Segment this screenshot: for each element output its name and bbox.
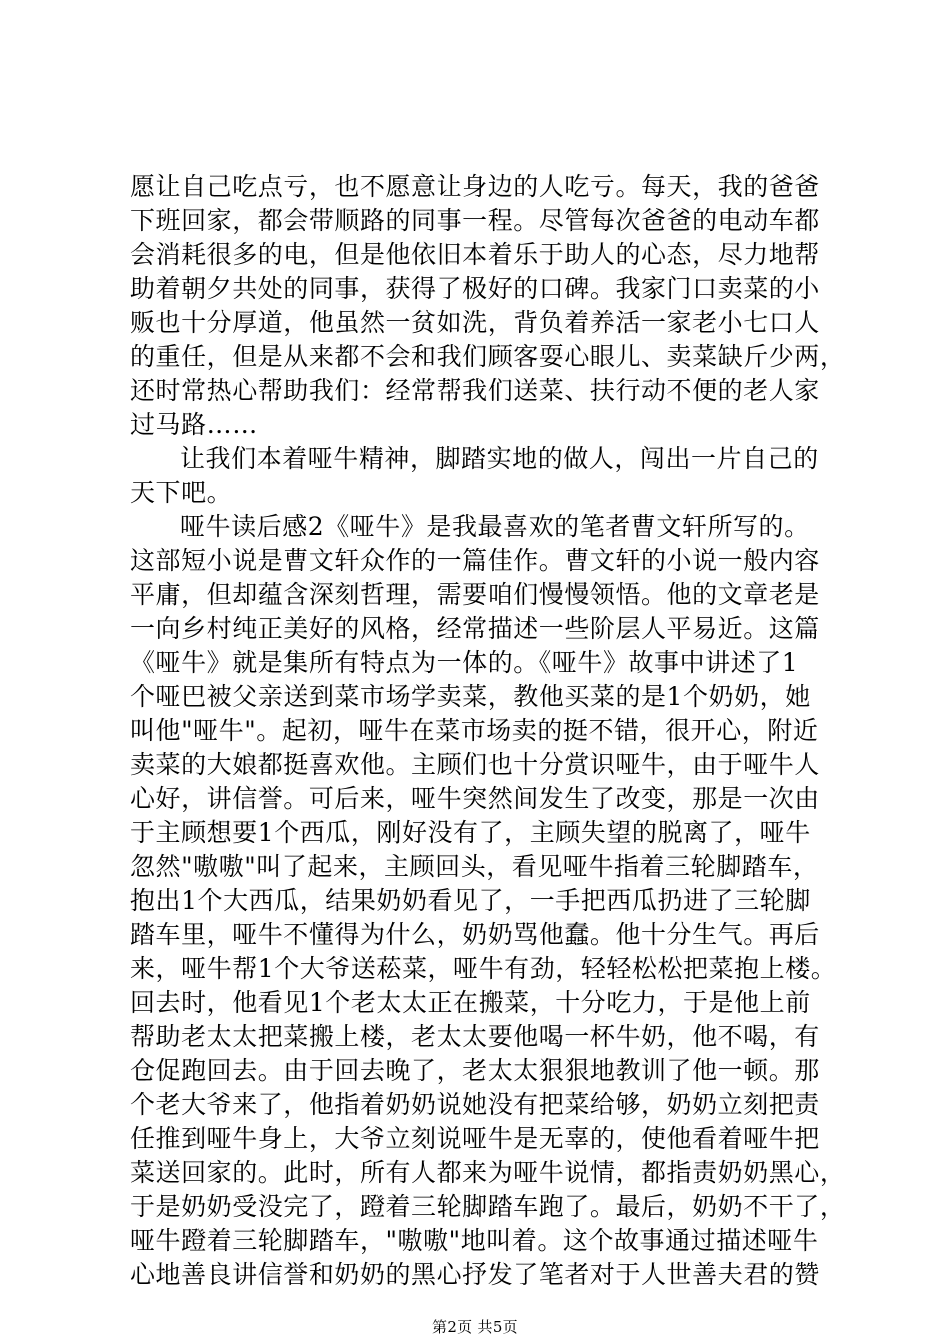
text-line: 助着朝夕共处的同事，获得了极好的口碑。我家门口卖菜的小 [130, 274, 820, 303]
text-line: 下班回家，都会带顺路的同事一程。尽管每次爸爸的电动车都 [130, 206, 820, 235]
text-line: 这部短小说是曹文轩众作的一篇佳作。曹文轩的小说一般内容 [130, 546, 820, 575]
text-line: 于主顾想要1个西瓜，刚好没有了，主顾失望的脱离了，哑牛 [130, 818, 811, 847]
text-line: 卖菜的大娘都挺喜欢他。主顾们也十分赏识哑牛，由于哑牛人 [130, 750, 820, 779]
text-line: 菜送回家的。此时，所有人都来为哑牛说情，都指责奶奶黑心， [130, 1158, 846, 1187]
text-line: 哑牛蹬着三轮脚踏车，"嗷嗷"地叫着。这个故事通过描述哑牛 [130, 1226, 819, 1255]
text-line: 仓促跑回去。由于回去晚了，老太太狠狠地教训了他一顿。那 [130, 1056, 820, 1085]
text-line: 愿让自己吃点亏，也不愿意让身边的人吃亏。每天，我的爸爸 [130, 172, 820, 201]
text-line: 任推到哑牛身上，大爷立刻说哑牛是无辜的，使他看着哑牛把 [130, 1124, 820, 1153]
text-line: 过马路…… [130, 410, 258, 439]
text-line: 一向乡村纯正美好的风格，经常描述一些阶层人平易近。这篇 [130, 614, 820, 643]
text-line: 心好，讲信誉。可后来，哑牛突然间发生了改变，那是一次由 [130, 784, 820, 813]
text-line: 会消耗很多的电，但是他依旧本着乐于助人的心态，尽力地帮 [130, 240, 820, 269]
text-line: 叫他"哑牛"。起初，哑牛在菜市场卖的挺不错，很开心，附近 [130, 716, 819, 745]
body-text [130, 170, 846, 1292]
text-line: 平庸，但却蕴含深刻哲理，需要咱们慢慢领悟。他的文章老是 [130, 580, 820, 609]
text-line: 忽然"嗷嗷"叫了起来，主顾回头，看见哑牛指着三轮脚踏车， [130, 852, 819, 881]
text-line: 来，哑牛帮1个大爷送菘菜，哑牛有劲，轻轻松松把菜抱上楼。 [130, 954, 837, 983]
text-line: 天下吧。 [130, 478, 233, 507]
text-line: 个老大爷来了，他指着奶奶说她没有把菜给够，奶奶立刻把责 [130, 1090, 820, 1119]
text-line: 帮助老太太把菜搬上楼，老太太要他喝一杯牛奶，他不喝，有 [130, 1022, 820, 1051]
text-line: 个哑巴被父亲送到菜市场学卖菜，教他买菜的是1个奶奶，她 [130, 682, 811, 711]
text-line: 回去时，他看见1个老太太正在搬菜，十分吃力，于是他上前 [130, 988, 811, 1017]
page-number-footer: 第2页 共5页 [432, 1318, 518, 1336]
text-line: 踏车里，哑牛不懂得为什么，奶奶骂他蠢。他十分生气。再后 [130, 920, 820, 949]
paragraph-first-line: 让我们本着哑牛精神，脚踏实地的做人，闯出一片自己的 [180, 444, 819, 473]
text-line: 的重任，但是从来都不会和我们顾客耍心眼儿、卖菜缺斤少两， [130, 342, 846, 371]
text-line: 《哑牛》就是集所有特点为一体的。《哑牛》故事中讲述了1 [130, 648, 799, 677]
text-line: 还时常热心帮助我们：经常帮我们送菜、扶行动不便的老人家 [130, 376, 820, 405]
text-line: 抱出1个大西瓜，结果奶奶看见了，一手把西瓜扔进了三轮脚 [130, 886, 811, 915]
text-line: 心地善良讲信誉和奶奶的黑心抒发了笔者对于人世善夫君的赞 [130, 1260, 820, 1289]
text-line: 贩也十分厚道，他虽然一贫如洗，背负着养活一家老小七口人 [130, 308, 820, 337]
text-line: 于是奶奶受没完了，蹬着三轮脚踏车跑了。最后，奶奶不干了， [130, 1192, 846, 1221]
paragraph-first-line: 哑牛读后感2《哑牛》是我最喜欢的笔者曹文轩所写的。 [180, 512, 810, 541]
